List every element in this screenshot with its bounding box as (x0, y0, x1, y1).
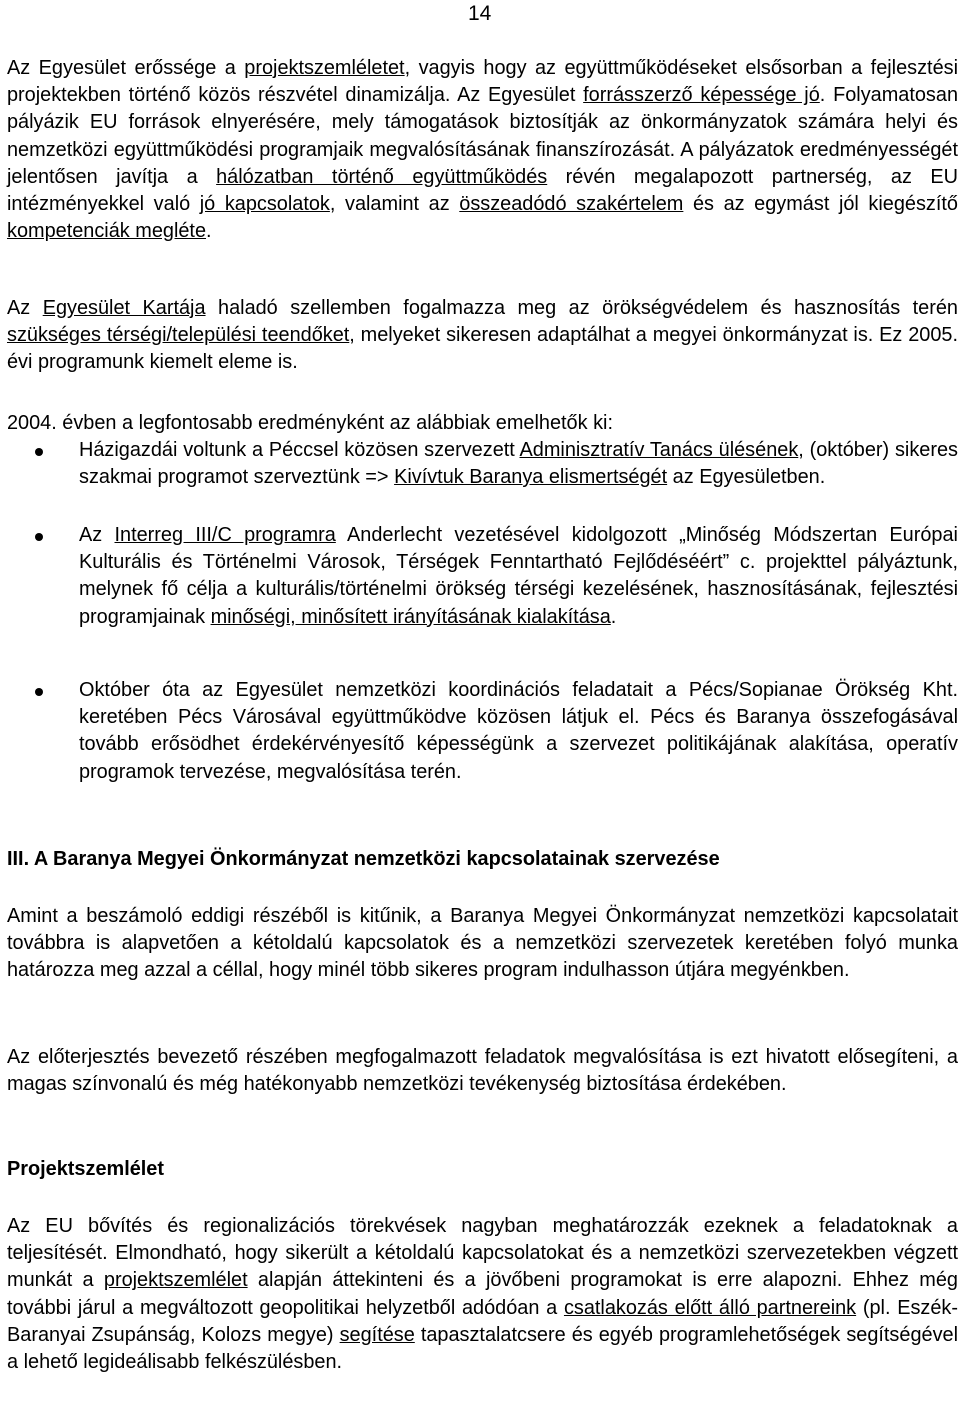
list-item-adminisztrativ-tanacs: Házigazdái voltunk a Péccsel közösen szervezett Adminisztratív Tanács ülésének, (október) sikeres szakmai programot szerveztünk => Kivívtuk Baranya elismertségét az Egyesületben. (79, 439, 958, 489)
section-heading-projektszemlelet: Projektszemlélet (7, 1158, 164, 1180)
section-heading-iii: III. A Baranya Megyei Önkormányzat nemzetközi kapcsolatainak szervezése (7, 848, 720, 870)
paragraph-egyesulet-erossege: Az Egyesület erőssége a projektszemléletet, vagyis hogy az együttműködéseket elsősorban a fejlesztési projektekben történő közös részvétel dinamizálja. Az Egyesület forrásszerző képessége jó. Folyamatosan pályázik EU források elnyerésére, mely támogatások biztosítják az önkormányzatok számára helyi és nemzetközi együttműködési programjaik megvalósításának finanszírozását. A pályázatok eredményességét jelentősen javítja a hálózatban történő együttműködés révén megalapozott partnerség, az EU intézményekkel való jó kapcsolatok, valamint az összeadódó szakértelem és az egymást jól kiegészítő kompetenciák megléte. (7, 57, 959, 243)
paragraph-eloterjesztes: Az előterjesztés bevezető részében megfogalmazott feladatok megvalósítása is ezt hivatott elősegíteni, a magas színvonalú és még hatékonyabb nemzetközi tevékenység biztosítása érdekében. (7, 1046, 958, 1096)
paragraph-beszamolo: Amint a beszámoló eddigi részéből is kitűnik, a Baranya Megyei Önkormányzat nemzetközi kapcsolatait továbbra is alapvetően a kétoldalú kapcsolatok és a nemzetközi szervezetek keretében folyó munka határozza meg azzal a céllal, hogy minél több sikeres program indulhasson útjára megyénkben. (7, 905, 958, 982)
bullet-dot (35, 448, 43, 456)
list-item-interreg: Az Interreg III/C programra Anderlecht vezetésével kidolgozott „Minőség Módszertan Európai Kulturális és Történelmi Városok, Térségek Fenntartható Fejlődéséért” c. projekttel pályáztunk, melynek fő célja a kulturális/történelmi örökség térségi kezelésének, hasznosításának, fejlesztési programjainak minőségi, minősített irányításának kialakítása. (79, 524, 958, 628)
paragraph-2004-eredmenyek: 2004. évben a legfontosabb eredményként az alábbiak emelhetők ki: (7, 412, 613, 434)
bullet-dot (35, 688, 43, 696)
page-number: 14 (468, 2, 492, 25)
paragraph-egyesulet-kartaja: Az Egyesület Kartája haladó szellemben fogalmazza meg az örökségvédelem és hasznosítás terén szükséges térségi/települési teendőket, melyeket sikeresen adaptálhat a megyei önkormányzat is. Ez 2005. évi programunk kiemelt eleme is. (7, 297, 958, 374)
paragraph-eu-bovites: Az EU bővítés és regionalizációs törekvések nagyban meghatározzák ezeknek a feladatoknak a teljesítését. Elmondható, hogy sikerült a kétoldalú kapcsolatokat és a nemzetközi szervezetekben végzett munkát a projektszemlélet alapján áttekinteni és a jövőbeni programokat is erre alapozni. Ehhez még további járul a megváltozott geopolitikai helyzetből adódóan a csatlakozás előtt álló partnereink (pl. Eszék-Baranyai Zsupánság, Kolozs megye) segítése tapasztalatcsere és egyéb programlehetőségek segítségével a lehető legideálisabb felkészülésben. (7, 1215, 958, 1374)
list-item-pecs-sopianae: Október óta az Egyesület nemzetközi koordinációs feladatait a Pécs/Sopianae Örökség Kht. keretében Pécs Városával együttműködve közösen látjuk el. Pécs és Baranya összefogásával tovább erősödhet érdekérvényesítő képességünk a szervezet politikájának alakítása, operatív programok tervezése, megvalósítása terén. (79, 679, 958, 783)
bullet-dot (35, 533, 43, 541)
